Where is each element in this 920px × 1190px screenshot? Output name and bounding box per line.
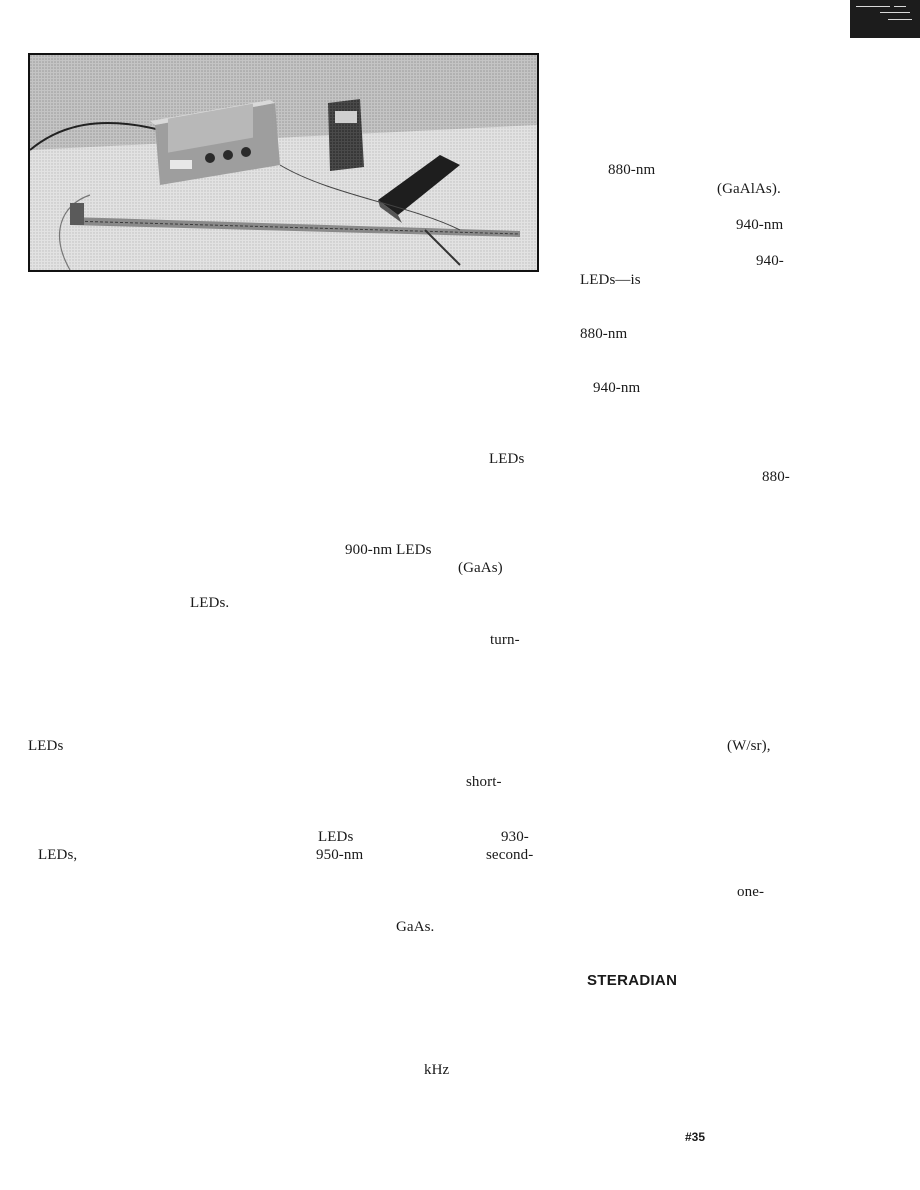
section-heading: STERADIAN — [587, 972, 678, 989]
text-fragment: 930- — [501, 829, 529, 845]
text-fragment: 940-nm — [736, 217, 784, 233]
text-fragment: 950-nm — [316, 847, 364, 863]
text-fragment: 880- — [762, 469, 790, 485]
text-fragment: 880-nm — [608, 162, 656, 178]
text-fragment: LEDs — [489, 451, 525, 467]
text-fragment: 880-nm — [580, 326, 628, 342]
text-fragment: GaAs. — [396, 919, 435, 935]
text-fragment: 900-nm LEDs — [345, 542, 432, 558]
text-fragment: (GaAs) — [458, 560, 503, 576]
equipment-photo — [28, 53, 539, 272]
page-number: #35 — [685, 1130, 706, 1144]
text-fragment: (W/sr), — [727, 738, 771, 754]
text-fragment: LEDs, — [38, 847, 78, 863]
text-fragment: one- — [737, 884, 765, 900]
text-fragment: LEDs — [318, 829, 354, 845]
text-fragment: LEDs — [28, 738, 64, 754]
text-fragment: short- — [466, 774, 502, 790]
text-fragment: (GaAlAs). — [717, 181, 781, 197]
text-fragment: LEDs. — [190, 595, 230, 611]
text-fragment: kHz — [424, 1062, 450, 1078]
text-fragment: 940-nm — [593, 380, 641, 396]
text-fragment: LEDs—is — [580, 272, 641, 288]
text-fragment: 940- — [756, 253, 784, 269]
corner-tab — [850, 0, 920, 38]
text-fragment: turn- — [490, 632, 520, 648]
text-fragment: second- — [486, 847, 534, 863]
